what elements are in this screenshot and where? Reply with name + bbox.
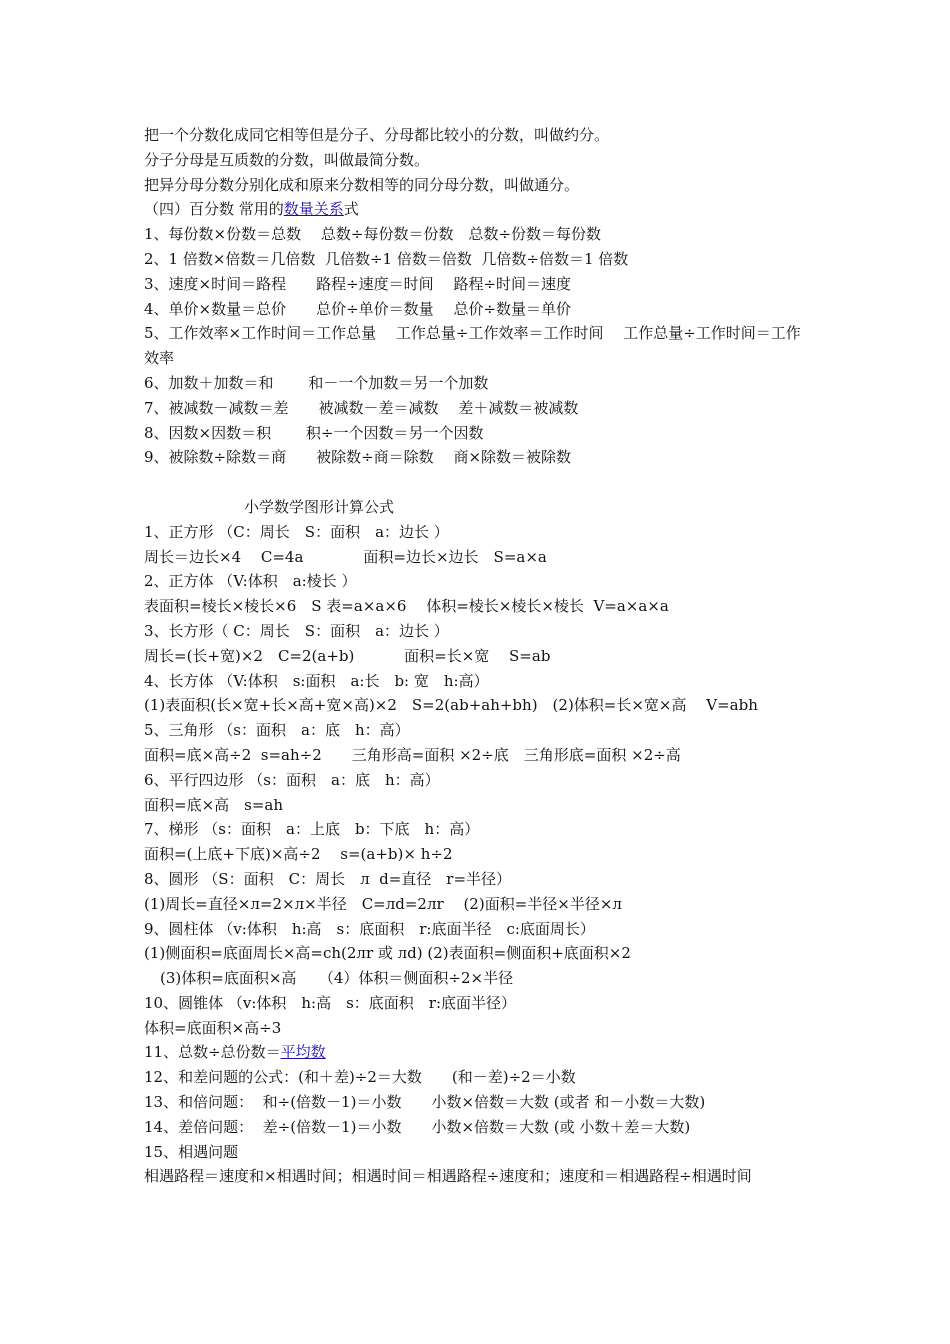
formula-line: 7、被减数－减数＝差 被减数－差＝减数 差＋减数＝被减数: [144, 398, 579, 417]
formula-line: 5、三角形 （s：面积 a：底 h：高）: [144, 721, 410, 740]
formula-line: 2、正方体 （V:体积 a:棱长 ）: [144, 572, 357, 591]
average-link[interactable]: 平均数: [280, 1043, 326, 1062]
formula-line: (1)表面积(长×宽+长×高+宽×高)×2 S=2(ab+ah+bh) (2)体积=长×宽×高 V=abh: [144, 696, 758, 715]
formula-line: 13、和倍问题： 和÷(倍数－1)＝小数 小数×倍数＝大数 (或者 和－小数＝大数): [144, 1093, 706, 1112]
section-title: 小学数学图形计算公式: [244, 497, 395, 516]
formula-line: 表面积=棱长×棱长×6 S 表=a×a×6 体积=棱长×棱长×棱长 V=a×a×a: [144, 597, 669, 616]
formula-line: 面积=(上底+下底)×高÷2 s=(a+b)× h÷2: [144, 845, 453, 864]
formula-line: 5、工作效率×工作时间＝工作总量 工作总量÷工作效率＝工作时间 工作总量÷工作时间＝工作效率: [144, 324, 801, 368]
formula-line: 2、1 倍数×倍数＝几倍数 几倍数÷1 倍数＝倍数 几倍数÷倍数＝1 倍数: [144, 249, 629, 268]
formula-line: 面积=底×高÷2 s=ah÷2 三角形高=面积 ×2÷底 三角形底=面积 ×2÷高: [144, 745, 681, 764]
formula-line: 1、每份数×份数＝总数 总数÷每份数＝份数 总数÷份数＝每份数: [144, 225, 602, 244]
formula-line: 1、正方形 （C：周长 S：面积 a：边长 ）: [144, 522, 449, 541]
formula-line: 8、圆形 （S：面积 C：周长 л d=直径 r=半径）: [144, 869, 512, 888]
quantity-relation-link[interactable]: 数量关系: [283, 200, 344, 219]
formula-line: 相遇路程＝速度和×相遇时间；相遇时间＝相遇路程÷速度和；速度和＝相遇路程÷相遇时间: [144, 1167, 752, 1186]
formula-line: 3、长方形（ C：周长 S：面积 a：边长 ）: [144, 621, 449, 640]
formula-line: 7、梯形 （s：面积 a：上底 b：下底 h：高）: [144, 820, 480, 839]
text-line: 把异分母分数分别化成和原来分数相等的同分母分数，叫做通分。: [144, 175, 580, 194]
formula-line: 12、和差问题的公式：(和＋差)÷2＝大数 (和－差)÷2＝小数: [144, 1068, 576, 1087]
average-prefix: 11、总数÷总份数＝: [144, 1043, 281, 1062]
formula-line: 周长＝边长×4 C=4a 面积=边长×边长 S=a×a: [144, 547, 547, 566]
formula-line: 8、因数×因数＝积 积÷一个因数＝另一个因数: [144, 423, 484, 442]
text-line: 分子分母是互质数的分数，叫做最简分数。: [144, 150, 430, 169]
shapes-section: [144, 495, 814, 1189]
document-page: [144, 123, 814, 1189]
formula-line: 4、长方体 （V:体积 s:面积 a:长 b: 宽 h:高）: [144, 671, 489, 690]
formula-line: (1)周长=直径×л=2×л×半径 C=лd=2лr (2)面积=半径×半径×л: [144, 894, 622, 913]
formula-line: 体积=底面积×高÷3: [144, 1018, 282, 1037]
formula-line: 15、相遇问题: [144, 1142, 239, 1161]
formula-line: 4、单价×数量＝总价 总价÷单价＝数量 总价÷数量＝单价: [144, 299, 572, 318]
percent-section: [144, 197, 814, 470]
formula-line: [144, 1040, 814, 1065]
fraction-definitions: [144, 123, 814, 197]
heading-prefix: （四）百分数 常用的: [144, 200, 284, 219]
formula-line: 6、加数＋加数＝和 和－一个加数＝另一个加数: [144, 373, 489, 392]
formula-line: 周长=(长+宽)×2 C=2(a+b) 面积=长×宽 S=ab: [144, 646, 551, 665]
formula-line: 6、平行四边形 （s：面积 a：底 h：高）: [144, 770, 440, 789]
text-line: 把一个分数化成同它相等但是分子、分母都比较小的分数，叫做约分。: [144, 126, 610, 144]
formula-line: 面积=底×高 s=ah: [144, 795, 284, 814]
formula-line: 10、圆锥体 （v:体积 h:高 s：底面积 r:底面半径）: [144, 993, 517, 1012]
heading-suffix: 式: [343, 200, 359, 219]
spacer: [144, 470, 814, 495]
formula-line: (3)体积=底面积×高 （4）体积＝侧面积÷2×半径: [160, 969, 514, 988]
formula-line: 14、差倍问题： 差÷(倍数－1)＝小数 小数×倍数＝大数 (或 小数＋差＝大数): [144, 1117, 691, 1136]
section-heading: [144, 197, 814, 222]
formula-line: 9、被除数÷除数＝商 被除数÷商＝除数 商×除数＝被除数: [144, 448, 572, 467]
formula-line: 3、速度×时间＝路程 路程÷速度＝时间 路程÷时间＝速度: [144, 274, 572, 293]
formula-line: (1)侧面积=底面周长×高=ch(2лr 或 лd) (2)表面积=侧面积+底面积×2: [144, 944, 631, 963]
formula-line: 9、圆柱体 （v:体积 h:高 s：底面积 r:底面半径 c:底面周长）: [144, 919, 595, 938]
